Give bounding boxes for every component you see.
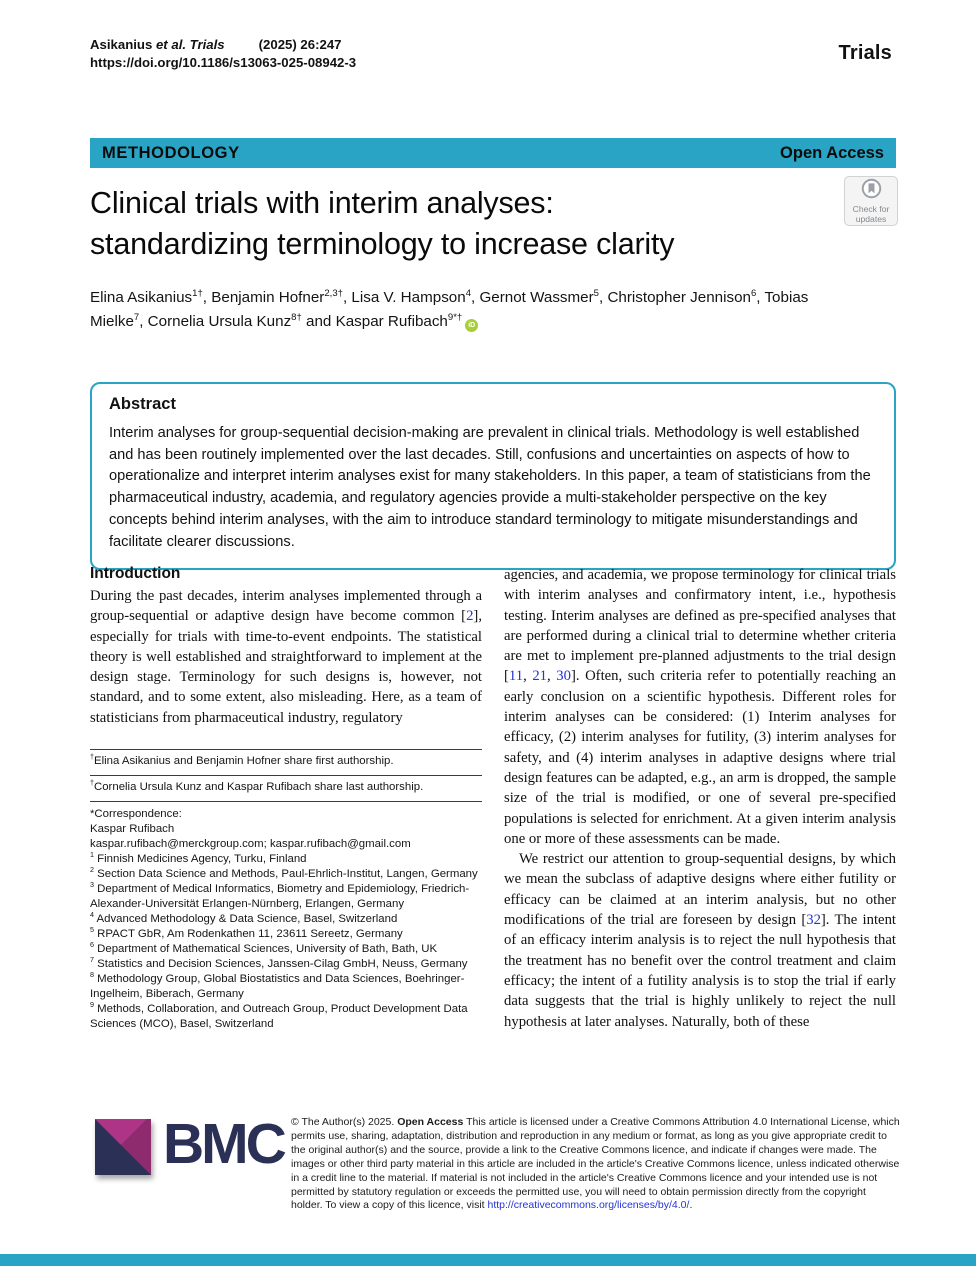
journal-name: Trials: [838, 42, 892, 64]
affiliation-line: $^6$ Department of Mathematical Sciences, University of Bath, Bath, UK: [90, 941, 438, 956]
affiliation-line: $^5$ RPACT GbR, Am Rodenkathen 11, 23611 Sereetz, Germany: [90, 926, 403, 941]
correspondence-and-affiliations: [90, 801, 482, 1032]
abstract-box: [90, 382, 896, 570]
affiliation-line: $^4$ Advanced Methodology & Data Science, Basel, Switzerland: [90, 911, 398, 926]
author-list: Elina Asikanius$^{1\dagger}$, Benjamin Hofner$^{2,3\dagger}$, Lisa V. Hampson$^4$, Gernot Wassmer$^5$, Christopher Jennison$^6$, Tobias Mielke$^7$, Cornelia Ursula Kunz$^{8\dagger}$ and Kaspar Rufibach$^{9*\dagger}$iD: [90, 287, 809, 330]
abstract-heading: Abstract: [109, 395, 176, 413]
citation-link[interactable]: 11: [508, 668, 524, 685]
article-title: [90, 183, 835, 264]
affiliation-line: $^2$ Section Data Science and Methods, Paul-Ehrlich-Institut, Langen, Germany: [90, 866, 478, 881]
article-title-line1: Clinical trials with interim analyses:: [90, 186, 554, 220]
check-updates-icon: [861, 178, 882, 204]
bmc-logo: [95, 1112, 285, 1180]
bmc-logo-text: BMC: [163, 1112, 284, 1176]
affiliation-line: $^3$ Department of Medical Informatics, Biometry and Epidemiology, Friedrich-Alexander-Universität Erlangen-Nürnberg, Erlangen, Germany: [90, 881, 470, 911]
citation-link[interactable]: http://creativecommons.org/licenses/by/4.0/: [487, 1199, 690, 1212]
page-header: [90, 36, 356, 71]
article-body-columns: [90, 565, 896, 1032]
bmc-logo-mark-icon: [95, 1119, 151, 1175]
doi-text: https://doi.org/10.1186/s13063-025-08942-3: [90, 54, 357, 70]
introduction-paragraph: During the past decades, interim analyses implemented through a group-sequential or adaptive design have become common [2], especially for trials with time-to-event endpoints. The statistical theory is well established and straightforward to implement at the design stage. Terminology for such designs is, however, not standard, and to some extent, also misleading. Here, as a team of statisticians from pharmaceutical industry, regulatory: [90, 588, 482, 726]
body-paragraph-1: agencies, and academia, we propose terminology for clinical trials with interim analyses and confirmatory intent, i.e., hypothesis testing. Interim analyses are defined as pre-specified analyses that are performed during a clinical trial to determine whether criteria are met to implement pre-planned adjustments to the trial design [11, 21, 30]. Often, such criteria refer to potentially reaching an early conclusion on a scientific hypothesis. Different roles for interim analyses can be considered: (1) Interim analyses for efficacy, (2) interim analyses for futility, (3) interim analyses for safety, and (4) interim analyses in adaptive designs where trial design features can be adapted, e.g., an arm is dropped, the sample size of the trial is modified, or one of several pre-specified populations is selected for enrichment. At a given interim analysis one or more of these assessments can be made.: [504, 567, 897, 847]
affiliation-line: Kaspar Rufibach: [90, 823, 175, 836]
affiliation-line: *Correspondence:: [90, 808, 182, 821]
license-text: © The Author(s) 2025. Open Access This article is licensed under a Creative Commons Attribution 4.0 International License, which permits use, sharing, adaptation, distribution and reproduction in any medium or format, as long as you give appropriate credit to the original author(s) and the source, provide a link to the Creative Commons licence, and indicate if changes were made. The images or other third party material in this article are included in the article's Creative Commons licence, unless indicated otherwise in a credit line to the material. If material is not included in the article's Creative Commons licence and your intended use is not permitted by statutory regulation or exceeds the permitted use, you will need to obtain permission directly from the copyright holder. To view a copy of this licence, visit http://creativecommons.org/licenses/by/4.0/.: [291, 1116, 900, 1212]
article-title-line2: standardizing terminology to increase clarity: [90, 226, 675, 261]
footnote-last-authorship: †Cornelia Ursula Kunz and Kaspar Rufibach share last authorship.: [90, 775, 482, 801]
citation-link[interactable]: 2: [466, 608, 474, 625]
open-access-label: Open Access: [780, 143, 884, 162]
affiliation-line: $^1$ Finnish Medicines Agency, Turku, Finland: [90, 851, 307, 866]
citation-link[interactable]: 32: [806, 912, 821, 929]
abstract-text: Interim analyses for group-sequential decision-making are prevalent in clinical trials. Methodology is well established and has been routinely implemented over the last decades. Still, confusions and uncertainties on aspects of how to operationalize and interpret interim analyses exist for many stakeholders. In this paper, a team of statisticians from the pharmaceutical industry, academia, and regulatory agencies provide a multi-stakeholder perspective on the key concepts behind interim analyses, with the aim to introduce standard terminology to mitigate misunderstandings and facilitate clearer discussions.: [109, 425, 871, 550]
affiliation-line: kaspar.rufibach@merckgroup.com; kaspar.rufibach@gmail.com: [90, 838, 411, 851]
introduction-heading: Introduction: [90, 565, 181, 582]
footnote-first-authorship: †Elina Asikanius and Benjamin Hofner share first authorship.: [90, 749, 482, 775]
affiliation-line: $^7$ Statistics and Decision Sciences, Janssen-Cilag GmbH, Neuss, Germany: [90, 956, 468, 971]
footnote-block: [90, 749, 482, 1032]
right-column: [504, 565, 896, 1032]
affiliation-line: $^9$ Methods, Collaboration, and Outreach Group, Product Development Data Sciences (MCO), Basel, Switzerland: [90, 1001, 468, 1031]
orcid-icon[interactable]: iD: [465, 319, 478, 332]
check-for-updates-badge[interactable]: [844, 176, 898, 226]
article-citation: Asikanius et al. Trials (2025) 26:247: [90, 37, 342, 52]
citation-link[interactable]: 21: [532, 668, 547, 685]
affiliation-line: $^8$ Methodology Group, Global Biostatistics and Data Sciences, Boehringer-Ingelheim, Biberach, Germany: [90, 971, 465, 1001]
category-banner: [90, 138, 896, 168]
body-paragraph-2: We restrict our attention to group-sequential designs, by which we mean the subclass of adaptive designs where either futility or efficacy can be claimed at an interim analysis, but no other modifications of the trial are foreseen by design [32]. The intent of an efficacy interim analysis is to reject the null hypothesis that the treatment has no benefit over the control treatment and claim efficacy; the intent of a futility analysis is to stop the trial if early data suggests that the trial is highly unlikely to reject the null hypothesis at later analyses. Naturally, both of these: [504, 851, 896, 1030]
footer-color-bar: [0, 1254, 976, 1266]
check-updates-label: Check for updates: [852, 204, 890, 224]
left-column: [90, 565, 482, 1032]
citation-link[interactable]: 30: [556, 668, 571, 685]
category-label: METHODOLOGY: [102, 143, 240, 162]
